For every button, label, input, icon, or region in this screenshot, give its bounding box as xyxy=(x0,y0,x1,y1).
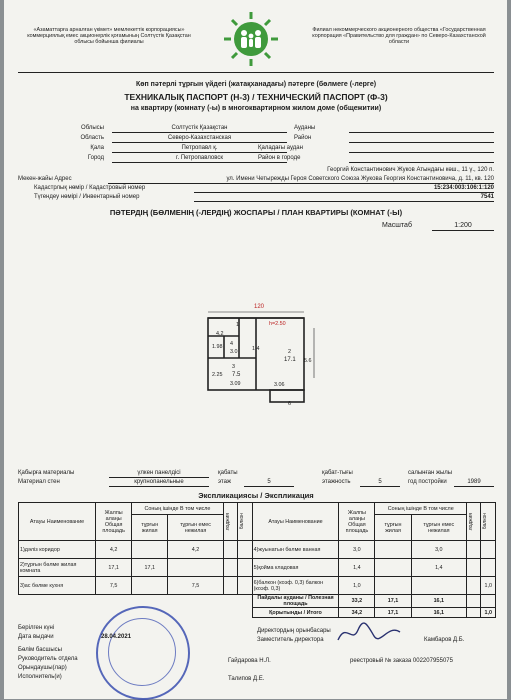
row-total: 17,1 xyxy=(96,559,132,577)
plan-title: ПӘТЕРДІҢ (БӨЛМЕНІҢ (-ЛЕРДІҢ) ЖОСПАРЫ / ПЛАН КВАРТИРЫ (КОМНАТ (-Ы) xyxy=(109,208,403,217)
address-label: Мекен-жайы Адрес xyxy=(18,176,72,182)
useful-label: Пайдалы ауданы / Полезная площадь xyxy=(252,595,339,608)
wall-kz-label: Қабырға материалы xyxy=(18,470,75,476)
row-nonliving xyxy=(411,577,466,595)
header-incl-2: Соның ішінде В том числе xyxy=(375,503,467,515)
address-kz: Георгий Константинович Жуков Атындағы көш., 11 ү., 120 п. xyxy=(327,167,494,173)
area-kitchen: 7.5 xyxy=(232,372,241,378)
sum-label: Қорытынды / Итого xyxy=(252,608,339,618)
kala-label: Қала xyxy=(90,145,104,151)
wall-kz-value: үлкен панелдісі xyxy=(109,470,209,478)
head-ru-label: Руководитель отдела xyxy=(18,656,78,662)
seal-icon xyxy=(96,606,190,700)
dim-room-width: 3.06 xyxy=(274,382,285,388)
header-loggia: лоджия xyxy=(224,512,231,531)
issued-ru-label: Дата выдачи xyxy=(18,634,54,640)
header-living: тұрғын жилая xyxy=(132,515,168,541)
row-balcony: 1,0 xyxy=(481,577,496,595)
room-label-6: 6 xyxy=(288,401,291,407)
row-living xyxy=(375,559,411,577)
row-name: 1)дәліз коридор xyxy=(19,541,96,559)
useful-nonliving: 16,1 xyxy=(411,595,466,608)
room-label-2: 2 xyxy=(288,349,291,355)
area-storage: 1.4 xyxy=(252,346,260,352)
audany-label: Ауданы xyxy=(294,125,316,131)
oblast-label: Область xyxy=(80,135,104,141)
director-name: Камбаров Д.Б. xyxy=(424,637,465,643)
year-kz-label: салынған жылы xyxy=(408,470,453,476)
room-label-4: 4 xyxy=(230,341,233,347)
row-name: 4)жуынатын бөлме ванная xyxy=(252,541,339,559)
inventory-label: Түгендеу нөмірі / Инвентарный номер xyxy=(34,194,140,200)
row-total: 1,0 xyxy=(339,577,375,595)
sum-balcony: 1,0 xyxy=(481,608,496,618)
useful-total: 33,2 xyxy=(339,595,375,608)
head-kz-label: Бөлім басшысы xyxy=(18,647,62,653)
right-org-name: Филиал некоммерческого акционерного общества «Государственная корпорация «Правительство для граждан» по Северо-Казахстанской области xyxy=(312,27,486,45)
gorod-value: г. Петропавловск xyxy=(112,155,287,163)
header-balcony-2: балкон xyxy=(482,513,489,530)
dim-corridor: 1.98 xyxy=(212,344,223,350)
explication-table xyxy=(18,502,496,618)
table-row xyxy=(19,577,496,595)
floor-ru-label: этаж xyxy=(218,479,231,485)
area-bath: 3.0 xyxy=(230,349,238,355)
row-total: 7,5 xyxy=(96,577,132,595)
header-balcony: балкон xyxy=(239,513,246,530)
area-living: 17.1 xyxy=(284,357,296,363)
table-row xyxy=(19,559,496,577)
dim-kitchen-length: 2.25 xyxy=(212,372,223,378)
row-total: 4,2 xyxy=(96,541,132,559)
wall-ru-label: Материал стен xyxy=(18,479,60,485)
floors-kz-label: қабат-тығы xyxy=(322,470,353,476)
director-ru-label: Заместитель директора xyxy=(257,637,324,643)
row-living xyxy=(132,577,168,595)
oblys-label: Облысы xyxy=(81,125,104,131)
header-name-2: Атауы Наименование xyxy=(252,503,339,541)
sub-title: на квартиру (комнату (-ы) в многоквартирном жилом доме (общежитии) xyxy=(130,105,382,112)
row-nonliving xyxy=(168,559,223,577)
row-nonliving: 3,0 xyxy=(411,541,466,559)
oblast-value: Северо-Казахстанская xyxy=(112,135,287,143)
floor-kz-label: қабаты xyxy=(218,470,238,476)
head-name: Гайдарова Н.Л. xyxy=(228,658,271,664)
floor-value: 5 xyxy=(244,479,294,487)
executor-name: Талипов Д.Е. xyxy=(228,676,265,682)
row-balcony xyxy=(481,559,496,577)
kz-title: Көп пәтерлі тұрғын үйдегі (жатақханадағы) пәтерге (бөлмеге (-лерге) xyxy=(135,81,377,88)
row-nonliving: 4,2 xyxy=(168,541,223,559)
issued-kz-label: Берілген күні xyxy=(18,625,55,631)
useful-living: 17,1 xyxy=(375,595,411,608)
row-name: 5)қойма кладовая xyxy=(252,559,339,577)
registry-number: реестровый № заказа 002207955075 xyxy=(350,658,453,664)
oblys-value: Солтүстік Қазақстан xyxy=(112,125,287,133)
row-living: 17,1 xyxy=(132,559,168,577)
scale-label: Масштаб xyxy=(382,222,412,229)
director-kz-label: Директордың орынбасары xyxy=(257,628,331,634)
cadastral-value: 15:234:003:106:1:120 xyxy=(394,185,494,193)
gorod-label: Город xyxy=(87,155,104,161)
left-org-name: «Азаматтарға арналған үкімет» мемлекеттік корпорациясы» коммерциялық емес акционерлік қоғамының Солтүстік Қазақстан облысы бойынша филиалы xyxy=(27,27,191,45)
kala-value: Петропавл қ. xyxy=(112,145,287,153)
area-corridor: 4.2 xyxy=(216,331,224,337)
dim-room-length: 5.6 xyxy=(304,358,312,364)
row-balcony xyxy=(481,541,496,559)
explication-title: Экспликациясы / Экспликация xyxy=(198,491,314,500)
header-total: Жалпы алаңы Общая площадь xyxy=(96,503,132,541)
year-ru-label: год постройки xyxy=(408,479,447,485)
dim-kitchen-width: 3.09 xyxy=(230,381,241,387)
executor-ru-label: Исполнитель(и) xyxy=(18,674,62,680)
room-label-3: 3 xyxy=(232,364,235,370)
header-living-2: тұрғын жилая xyxy=(375,515,411,541)
sum-nonliving: 16,1 xyxy=(411,608,466,618)
sum-row xyxy=(19,608,496,618)
useful-row xyxy=(19,595,496,608)
address-ru: ул. Имени Четырежды Героя Советского Союза Жукова Георгия Константиновича, д. 11, кв. 120 xyxy=(108,176,494,184)
main-title: ТЕХНИКАЛЫҚ ПАСПОРТ (Н-3) / ТЕХНИЧЕСКИЙ ПАСПОРТ (Ф-3) xyxy=(124,92,388,102)
sum-total: 34,2 xyxy=(339,608,375,618)
floors-ru-label: этажность xyxy=(322,479,351,485)
issued-date: 28.04.2021 xyxy=(101,634,132,640)
row-living xyxy=(375,577,411,595)
kala-audan-label: Қаладағы аудан xyxy=(258,145,303,151)
row-living xyxy=(132,541,168,559)
header-nonliving: тұрғын емес нежилая xyxy=(168,515,223,541)
logo-icon xyxy=(222,10,280,68)
year-value: 1989 xyxy=(454,479,494,487)
passport-sheet xyxy=(4,0,507,699)
inventory-value: 7541 xyxy=(434,194,494,202)
raion-gorod-label: Район в городе xyxy=(258,155,301,161)
plan-height: h=2.50 xyxy=(269,321,286,327)
director-signature-icon xyxy=(334,618,404,648)
row-total: 3,0 xyxy=(339,541,375,559)
floors-value: 5 xyxy=(360,479,400,487)
raion-label: Район xyxy=(294,135,312,141)
plan-apt-number: 120 xyxy=(253,304,264,310)
header-name: Атауы Наименование xyxy=(19,503,96,541)
header-loggia-2: лоджия xyxy=(468,512,475,531)
row-name: 2)тұрғын бөлме жилая комната xyxy=(19,559,96,577)
cadastral-label: Кадастрлық нөмір / Кадастровый номер xyxy=(34,185,146,191)
row-total: 1,4 xyxy=(339,559,375,577)
scale-value: 1:200 xyxy=(432,222,494,231)
sum-living: 17,1 xyxy=(375,608,411,618)
header-total-2: Жалпы алаңы Общая площадь xyxy=(339,503,375,541)
table-row xyxy=(19,541,496,559)
wall-ru-value: крупнопанельные xyxy=(109,479,209,487)
row-living xyxy=(375,541,411,559)
row-name: 6)балкон (коэф. 0,3) балкон (коэф. 0,3) xyxy=(252,577,339,595)
executor-kz-label: Орындаушы(лар) xyxy=(18,665,67,671)
header-nonliving-2: тұрғын емес нежилая xyxy=(411,515,466,541)
row-nonliving: 1,4 xyxy=(411,559,466,577)
header-incl: Соның ішінде В том числе xyxy=(132,503,224,515)
row-nonliving: 7,5 xyxy=(168,577,223,595)
room-label-1: 1 xyxy=(236,322,239,328)
row-name: 3)ас бөлме кухня xyxy=(19,577,96,595)
